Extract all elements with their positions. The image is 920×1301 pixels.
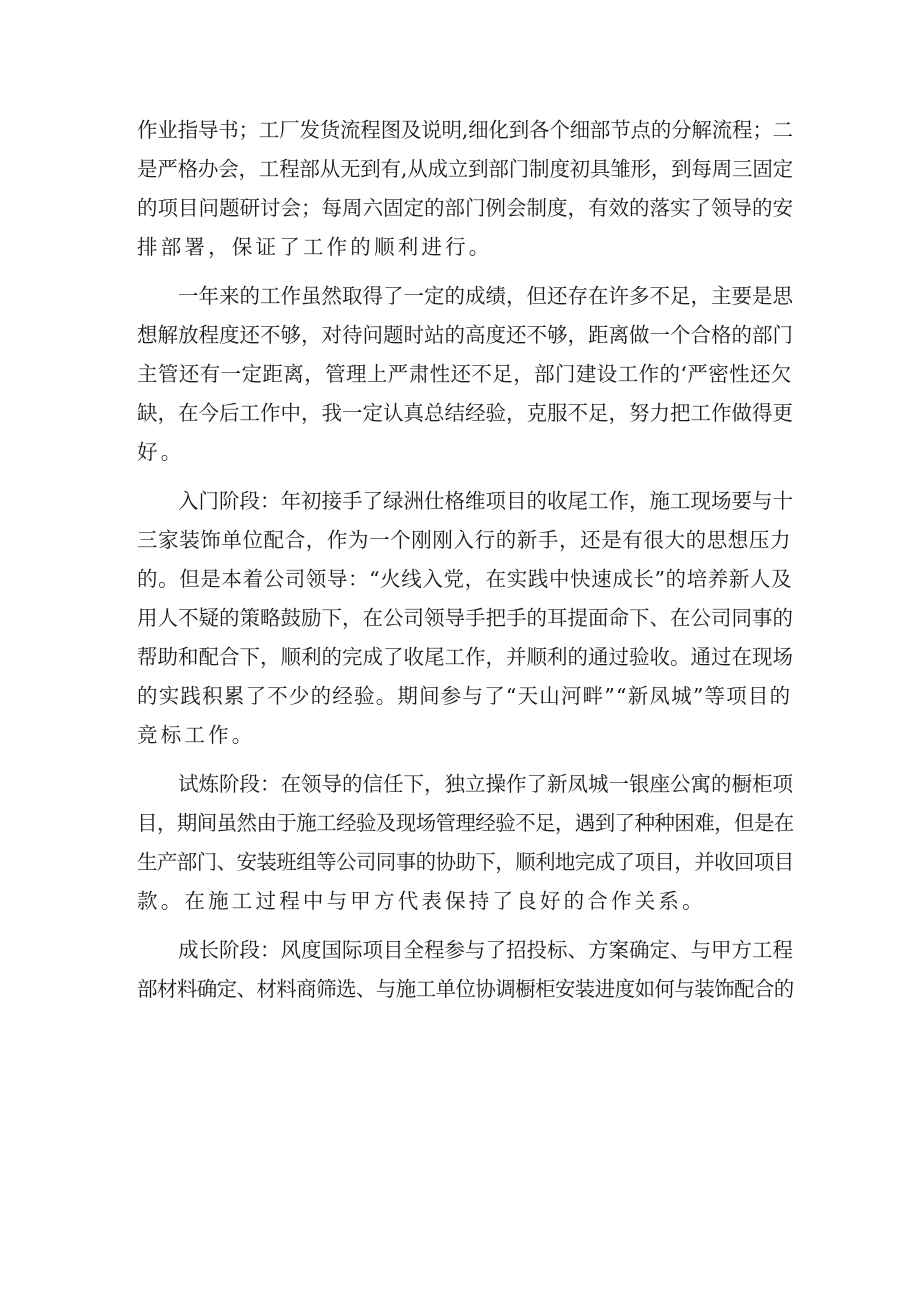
paragraph-line: 入门阶段：年初接手了绿洲仕格维项目的收尾工作，施工现场要与十 <box>178 489 793 513</box>
paragraph-line: 想解放程度还不够，对待问题时站的高度还不够，距离做一个合格的部门 <box>137 323 793 347</box>
paragraph-line: 的项目问题研讨会；每周六固定的部门例会制度，有效的落实了领导的安 <box>137 196 793 220</box>
paragraph-line: 一年来的工作虽然取得了一定的成绩，但还存在许多不足，主要是思 <box>178 284 793 308</box>
paragraph-2 <box>137 277 794 472</box>
paragraph-gap <box>137 472 794 482</box>
document-body <box>137 111 794 1009</box>
paragraph-line: 的实践积累了不少的经验。期间参与了“天山河畔”“新凤城”等项目的 <box>137 684 792 708</box>
paragraph-line: 竞标工作。 <box>137 723 256 747</box>
paragraph-line: 生产部门、安装班组等公司同事的协助下，顺利地完成了项目，并收回项目 <box>137 850 794 874</box>
paragraph-line: 作业指导书；工厂发货流程图及说明,细化到各个细部节点的分解流程；二 <box>137 118 793 142</box>
paragraph-line: 目，期间虽然由于施工经验及现场管理经验不足，遇到了种种困难，但是在 <box>137 811 794 835</box>
paragraph-line: 是严格办会，工程部从无到有,从成立到部门制度初具雏形，到每周三固定 <box>137 157 793 181</box>
paragraph-line: 帮助和配合下，顺利的完成了收尾工作，并顺利的通过验收。通过在现场 <box>137 645 793 669</box>
paragraph-line: 三家装饰单位配合，作为一个刚刚入行的新手，还是有很大的思想压力 <box>137 528 792 552</box>
paragraph-line: 试炼阶段：在领导的信任下，独立操作了新凤城一银座公寓的橱柜项 <box>178 772 793 796</box>
paragraph-5 <box>137 931 794 1009</box>
paragraph-line: 部材料确定、材料商筛选、与施工单位协调橱柜安装进度如何与装饰配合的 <box>137 977 794 1001</box>
paragraph-1 <box>137 111 794 267</box>
paragraph-line: 缺，在今后工作中，我一定认真总结经验，克服不足，努力把工作做得更 <box>137 401 793 425</box>
paragraph-3 <box>137 482 794 755</box>
paragraph-line: 成长阶段：风度国际项目全程参与了招投标、方案确定、与甲方工程 <box>178 938 793 962</box>
paragraph-line: 的。但是本着公司领导：“火线入党，在实践中快速成长”的培养新人及 <box>137 567 793 591</box>
paragraph-gap <box>137 755 794 765</box>
paragraph-line: 款。在施工过程中与甲方代表保持了良好的合作关系。 <box>137 889 706 913</box>
paragraph-line: 主管还有一定距离，管理上严肃性还不足，部门建设工作的‘严密性还欠 <box>137 362 792 386</box>
paragraph-line: 排部署，保证了工作的顺利进行。 <box>137 235 493 259</box>
paragraph-4 <box>137 765 794 921</box>
paragraph-line: 好。 <box>137 440 185 464</box>
paragraph-gap <box>137 267 794 277</box>
paragraph-line: 用人不疑的策略鼓励下，在公司领导手把手的耳提面命下、在公司同事的 <box>137 606 793 630</box>
paragraph-gap <box>137 921 794 931</box>
